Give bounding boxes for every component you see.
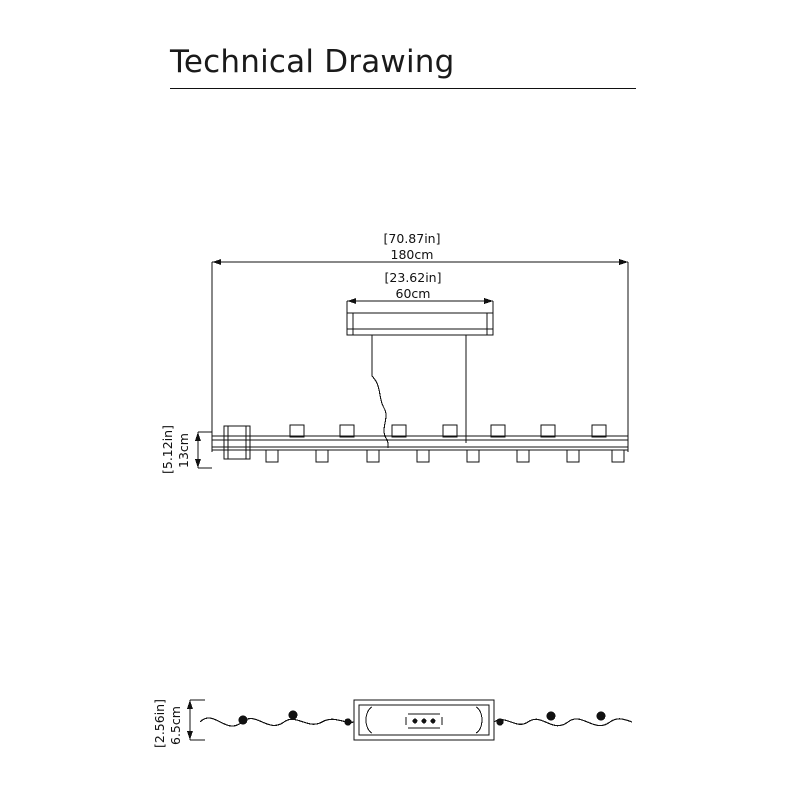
overall-width-dim-inches: [70.87in] xyxy=(383,231,441,246)
suspension-cables xyxy=(372,335,466,448)
front-elevation-fixture xyxy=(212,425,628,462)
front-height-dim-inches: [5.12in] xyxy=(160,425,175,475)
plan-view-fixture xyxy=(200,700,632,740)
page-title: Technical Drawing xyxy=(170,44,455,80)
canopy-width-dim-inches: [23.62in] xyxy=(384,270,442,285)
plan-height-dim-inches: [2.56in] xyxy=(152,699,167,749)
overall-width-dimension-line xyxy=(212,259,628,452)
canopy-box xyxy=(347,313,493,335)
canopy-width-dimension-line xyxy=(347,298,493,315)
plan-height-dim-cm: 6.5cm xyxy=(168,706,183,746)
front-height-dimension-line xyxy=(195,432,212,468)
front-height-dim-cm: 13cm xyxy=(176,433,191,469)
canopy-width-dim-cm: 60cm xyxy=(395,286,431,301)
overall-width-dim-cm: 180cm xyxy=(390,247,434,262)
